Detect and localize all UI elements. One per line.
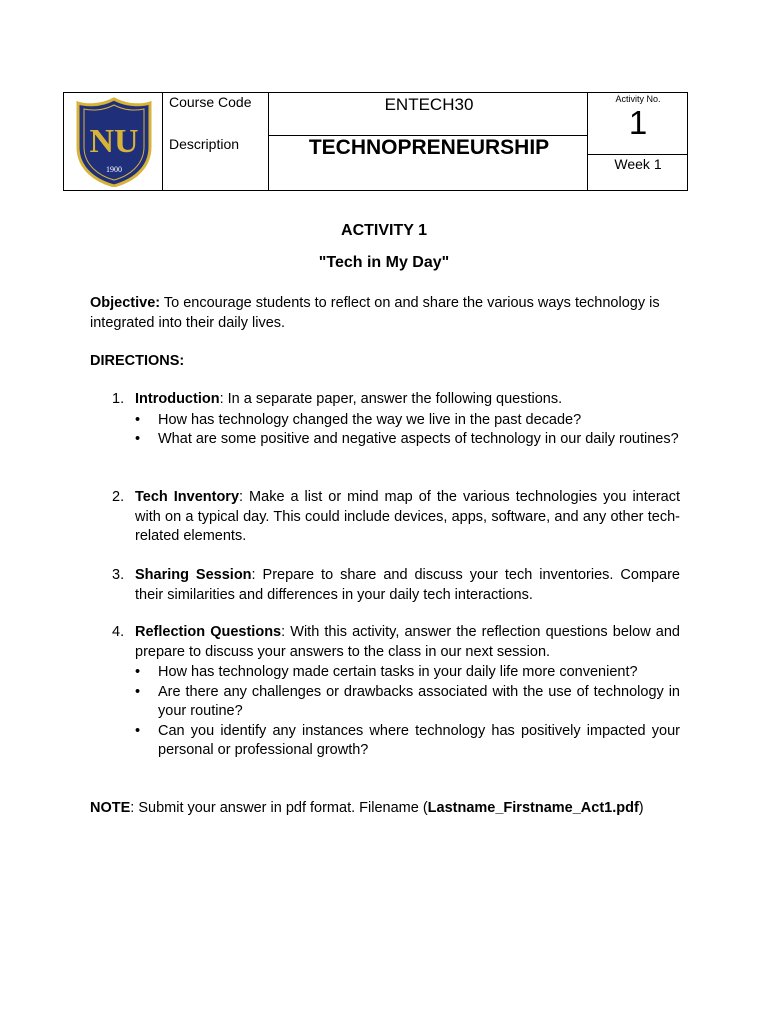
bullet-item: • What are some positive and negative aspects of technology in our daily routines? bbox=[135, 430, 680, 450]
list-item bbox=[112, 623, 680, 761]
item-text: : In a separate paper, answer the following questions. bbox=[219, 391, 563, 407]
course-code-value: ENTECH30 bbox=[384, 95, 474, 114]
note-label: NOTE bbox=[90, 800, 131, 816]
bullet-item: • Are there any challenges or drawbacks associated with the use of technology in your routine? bbox=[135, 683, 680, 722]
week-label: Week 1 bbox=[614, 156, 662, 172]
item-heading: Reflection Questions bbox=[135, 624, 282, 640]
item-number: 4. bbox=[112, 624, 125, 640]
description-label: Description bbox=[169, 136, 240, 152]
note-text: : Submit your answer in pdf format. Filename ( bbox=[130, 800, 428, 816]
activity-title: ACTIVITY 1 bbox=[341, 222, 427, 239]
activity-subtitle: "Tech in My Day" bbox=[318, 254, 450, 271]
course-code-label: Course Code bbox=[169, 94, 252, 110]
logo-year: 1900 bbox=[105, 164, 122, 174]
item-text: : Prepare to share and discuss your tech inventories. Compare their similarities and differences in your daily tech interactions. bbox=[135, 567, 680, 603]
school-logo bbox=[64, 93, 163, 190]
note-filename: Lastname_Firstname_Act1.pdf bbox=[427, 800, 639, 816]
course-description: TECHNOPRENEURSHIP bbox=[308, 136, 550, 159]
bullet-item: • How has technology made certain tasks in your daily life more convenient? bbox=[135, 663, 680, 683]
item-number: 2. bbox=[112, 489, 125, 505]
item-text: : With this activity, answer the reflection questions below and prepare to discuss your answers to the class in our next session. bbox=[135, 624, 680, 660]
item-number: 3. bbox=[112, 567, 125, 583]
note-close: ) bbox=[638, 800, 644, 816]
objective bbox=[90, 294, 680, 333]
activity-number: 1 bbox=[628, 104, 648, 141]
item-text: : Make a list or mind map of the various technologies you interact with on a typical day. This could include devices, apps, software, and any other tech-related elements. bbox=[135, 489, 681, 544]
nu-shield-icon bbox=[74, 97, 154, 187]
bullet-item: • How has technology changed the way we live in the past decade? bbox=[135, 411, 680, 431]
list-item bbox=[112, 488, 680, 547]
header-table bbox=[63, 92, 688, 191]
activity-no-label: Activity No. bbox=[615, 94, 661, 104]
list-item bbox=[112, 390, 680, 450]
directions-heading: DIRECTIONS: bbox=[90, 353, 185, 369]
item-heading: Introduction bbox=[135, 391, 220, 407]
item-heading: Sharing Session bbox=[135, 567, 252, 583]
svg-text:NU: NU bbox=[88, 122, 139, 160]
bullet-item: • Can you identify any instances where technology has positively impacted your personal or professional growth? bbox=[135, 722, 680, 761]
list-item bbox=[112, 566, 680, 605]
item-heading: Tech Inventory bbox=[135, 489, 240, 505]
objective-label: Objective: bbox=[90, 295, 161, 311]
note bbox=[90, 799, 680, 819]
item-number: 1. bbox=[112, 391, 125, 407]
objective-text: To encourage students to reflect on and share the various ways technology is integrated into their daily lives. bbox=[90, 295, 660, 331]
